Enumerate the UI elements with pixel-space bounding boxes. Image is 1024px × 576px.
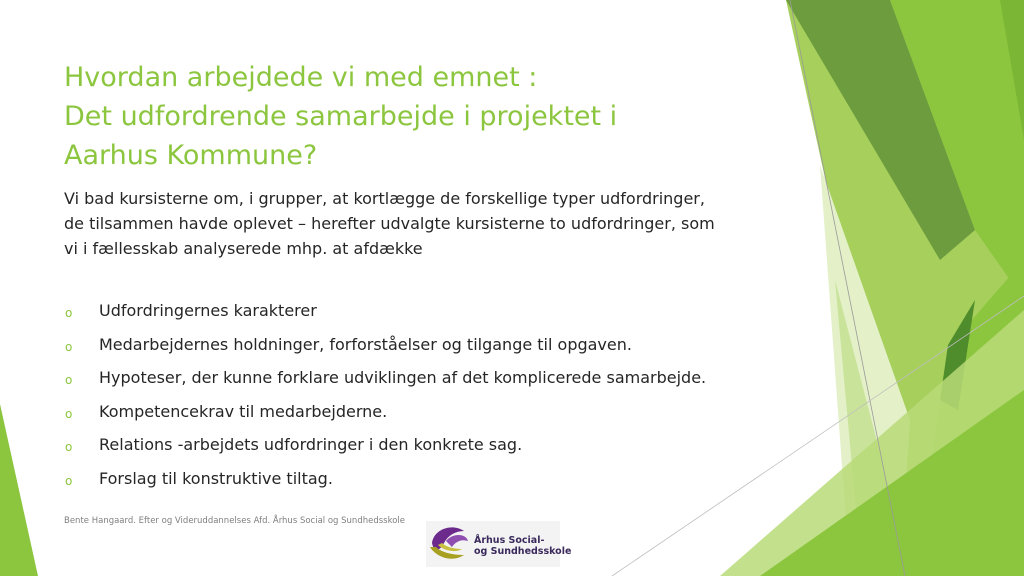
bullet-item: [64, 298, 784, 332]
title-line: Det udfordrende samarbejde i projektet i: [64, 101, 618, 132]
bullet-list: [64, 298, 784, 500]
intro-line: de tilsammen havde oplevet – herefter udvalgte kursisterne to udfordringer, som: [64, 214, 715, 233]
intro-paragraph: [64, 186, 784, 261]
bullet-item: [64, 432, 784, 466]
bullet-text: Udfordringernes karakterer: [99, 301, 317, 320]
bullet-marker-icon: o: [65, 306, 73, 320]
bullet-item: [64, 466, 784, 500]
bullet-text: Hypoteser, der kunne forklare udviklingen af det komplicerede samarbejde.: [99, 368, 707, 388]
bullet-marker-icon: o: [65, 406, 73, 421]
slide-footer: Bente Hangaard. Efter og Videruddannelses Afd. Århus Social og Sundhedsskole: [64, 516, 405, 526]
bullet-text: Forslag til konstruktive tiltag.: [99, 468, 333, 488]
slide-title: [64, 58, 764, 175]
logo-text-line: Århus Social-: [474, 535, 545, 546]
bullet-text: Relations -arbejdets udfordringer i den konkrete sag.: [99, 435, 523, 455]
bullet-item: [64, 365, 784, 399]
bullet-text: Medarbejdernes holdninger, forforståelser og tilgange til opgaven.: [99, 334, 632, 354]
bullet-marker-icon: o: [65, 473, 73, 488]
bullet-item: [64, 399, 784, 433]
left-corner-shape: [0, 404, 38, 576]
intro-line: Vi bad kursisterne om, i grupper, at kortlægge de forskellige typer udfordringer,: [64, 189, 705, 208]
bullet-marker-icon: o: [65, 373, 73, 388]
bullet-text: Kompetencekrav til medarbejderne.: [99, 401, 388, 421]
bullet-marker-icon: o: [65, 339, 73, 354]
bullet-item: [64, 332, 784, 366]
bullet-marker-icon: o: [65, 440, 73, 455]
title-line: Aarhus Kommune?: [64, 140, 318, 171]
logo-text-line: og Sundhedsskole: [474, 546, 572, 557]
school-logo: [426, 521, 572, 567]
intro-line: vi i fællesskab analyserede mhp. at afdække: [64, 239, 423, 258]
title-line: Hvordan arbejdede vi med emnet :: [64, 62, 538, 93]
